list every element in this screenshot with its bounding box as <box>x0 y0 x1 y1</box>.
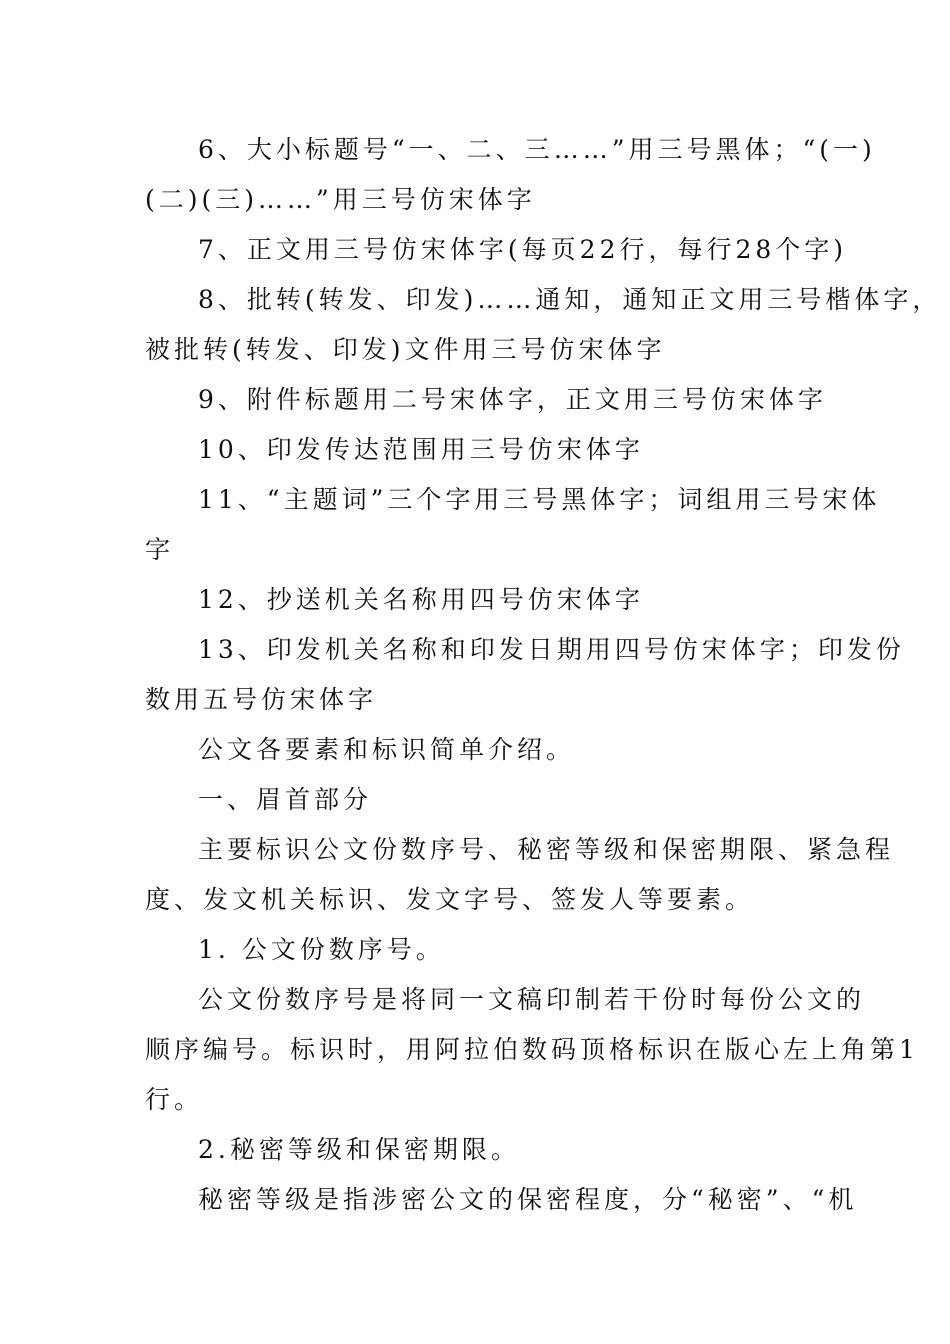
paragraph-line-6-title-font: 6、大小标题号“一、二、三……”用三号黑体；“(一) <box>198 135 876 164</box>
paragraph-line-10-distribution: 10、印发传达范围用三号仿宋体字 <box>198 435 644 464</box>
subheading-secret-level: 2.秘密等级和保密期限。 <box>198 1135 520 1164</box>
paragraph-line-11-continued: 字 <box>145 535 175 564</box>
paragraph-line-11-keywords: 11、“主题词”三个字用三号黑体字；词组用三号宋体 <box>198 485 881 514</box>
subheading-copy-number: 1. 公文份数序号。 <box>198 935 445 964</box>
paragraph-line-8-forwarding: 8、批转(转发、印发)……通知，通知正文用三号楷体字， <box>198 285 942 314</box>
paragraph-line-13-continued: 数用五号仿宋体字 <box>145 685 378 714</box>
paragraph-line-13-issuer: 13、印发机关名称和印发日期用四号仿宋体字；印发份 <box>198 635 905 664</box>
paragraph-header-elements-continued: 度、发文机关标识、发文字号、签发人等要素。 <box>145 885 755 914</box>
paragraph-copy-number: 公文份数序号是将同一文稿印制若干份时每份公文的 <box>198 985 866 1014</box>
paragraph-line-6-continued: (二)(三)……”用三号仿宋体字 <box>145 185 536 214</box>
paragraph-copy-number-continued: 顺序编号。标识时，用阿拉伯数码顶格标识在版心左上角第1 <box>145 1035 919 1064</box>
paragraph-intro: 公文各要素和标识简单介绍。 <box>198 735 576 764</box>
paragraph-line-7-body-font: 7、正文用三号仿宋体字(每页22行，每行28个字) <box>198 235 848 264</box>
section-heading-header-part: 一、眉首部分 <box>198 785 373 814</box>
paragraph-line-12-cc: 12、抄送机关名称用四号仿宋体字 <box>198 585 644 614</box>
paragraph-line-9-attachment: 9、附件标题用二号宋体字，正文用三号仿宋体字 <box>198 385 827 414</box>
paragraph-copy-number-end: 行。 <box>145 1085 204 1114</box>
paragraph-line-8-continued: 被批转(转发、印发)文件用三号仿宋体字 <box>145 335 666 364</box>
paragraph-header-elements: 主要标识公文份数序号、秘密等级和保密期限、紧急程 <box>198 835 895 864</box>
paragraph-secret-level: 秘密等级是指涉密公文的保密程度，分“秘密”、“机 <box>198 1185 858 1214</box>
